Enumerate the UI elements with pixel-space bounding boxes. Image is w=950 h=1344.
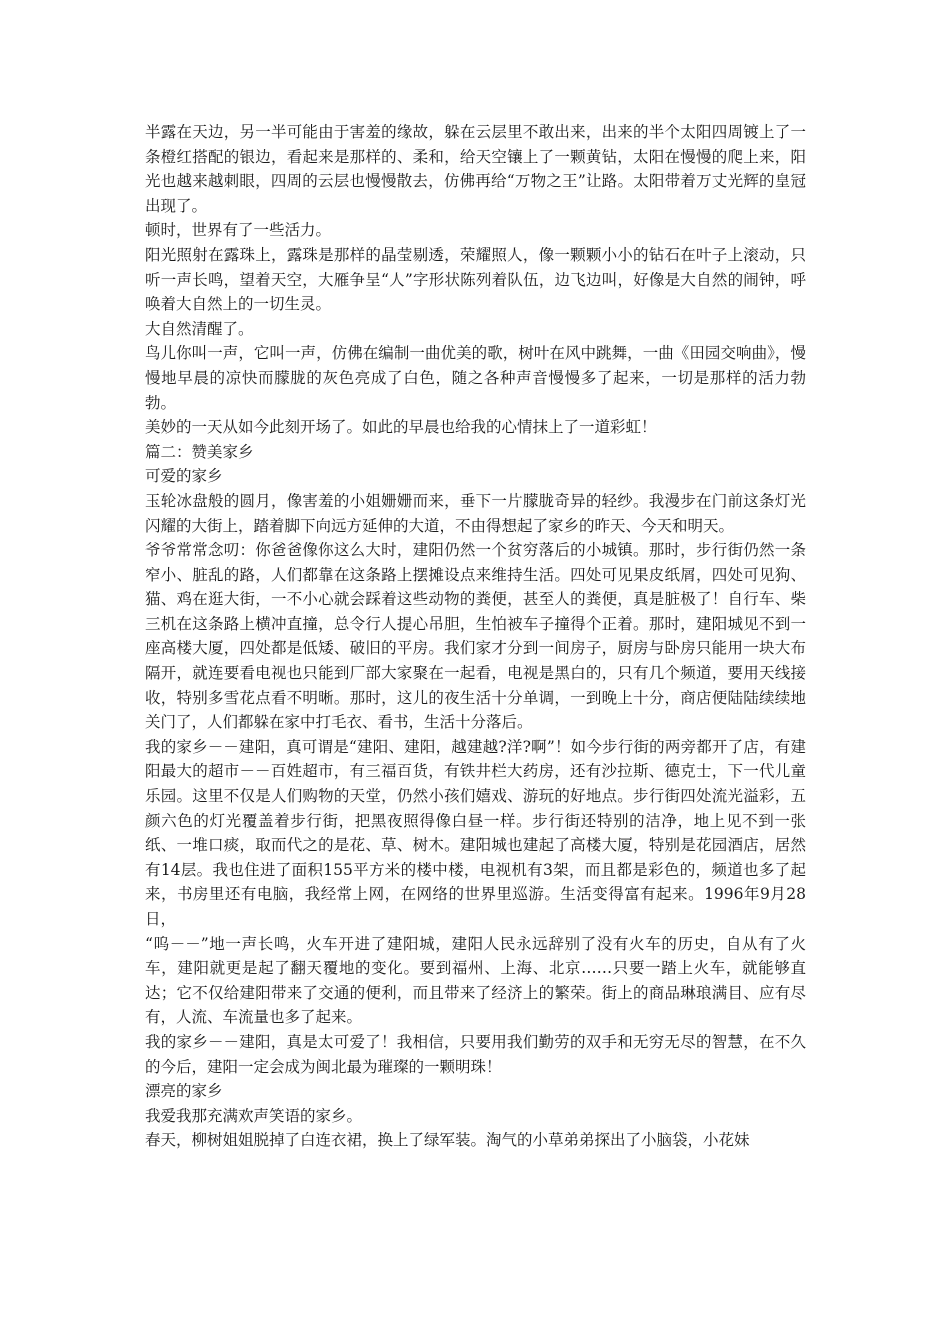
paragraph-moonlit-street: 玉轮冰盘般的圆月，像害羞的小姐姗姗而来，垂下一片朦胧奇异的轻纱。我漫步在门前这条灯光闪耀的大街上，踏着脚下向远方延伸的大道，不由得想起了家乡的昨天、今天和明天。 xyxy=(145,491,806,535)
paragraph-nature-awake: 大自然清醒了。 xyxy=(145,319,254,338)
section-heading-part-two: 篇二：赞美家乡 xyxy=(145,442,254,461)
document-body xyxy=(145,120,806,1153)
paragraph-love-hometown: 我爱我那充满欢声笑语的家乡。 xyxy=(145,1106,363,1125)
paragraph-wonderful-day: 美妙的一天从如今此刻开场了。如此的早晨也给我的心情抹上了一道彩虹！ xyxy=(145,418,657,437)
paragraph-train-arrival: “呜－－”地一声长鸣，火车开进了建阳城，建阳人民永远辞别了没有火车的历史，自从有了火车，建阳就更是起了翻天覆地的变化。要到福州、上海、北京……只要一踏上火车，就能够直达；它不仅给建阳带来了交通的便利，而且带来了经济上的繁荣。街上的商品琳琅满目、应有尽有，人流、车流量也多了起来。 xyxy=(145,934,806,1027)
paragraph-bright-future: 我的家乡－－建阳，真是太可爱了！我相信，只要用我们勤劳的双手和无穷无尽的智慧，在不久的今后，建阳一定会成为闽北最为璀璨的一颗明珠！ xyxy=(145,1032,806,1076)
paragraph-birdsong: 鸟儿你叫一声，它叫一声，仿佛在编制一曲优美的歌，树叶在风中跳舞，一曲《田园交响曲》，慢慢地早晨的凉快而朦胧的灰色亮成了白色，随之各种声音慢慢多了起来，一切是那样的活力勃勃。 xyxy=(145,344,806,412)
subheading-lovely-hometown: 可爱的家乡 xyxy=(145,467,223,486)
paragraph-world-vitality: 顿时，世界有了一些活力。 xyxy=(145,221,332,240)
paragraph-jianyang-now: 我的家乡－－建阳，真可谓是“建阳、建阳，越建越?洋?啊”！如今步行街的两旁都开了店，有建阳最大的超市－－百姓超市，有三福百货，有铁井栏大药房，还有沙拉斯、德克士，下一代儿童乐园。这里不仅是人们购物的天堂，仍然小孩们嬉戏、游玩的好地点。步行街四处流光溢彩，五颜六色的灯光覆盖着步行街，把黑夜照得像白昼一样。步行街还特别的洁净，地上见不到一张纸、一堆口痰，取而代之的是花、草、树木。建阳城也建起了高楼大厦，特别是花园酒店，居然有14层。我也住进了面积155平方米的楼中楼，电视机有3架，而且都是彩色的，频道也多了起来，书房里还有电脑，我经常上网，在网络的世界里巡游。生活变得富有起来。1996年9月28日， xyxy=(145,737,806,928)
paragraph-sunrise-continued: 半露在天边，另一半可能由于害羞的缘故，躲在云层里不敢出来，出来的半个太阳四周镀上了一条橙红搭配的银边，看起来是那样的、柔和，给天空镶上了一颗黄钻，太阳在慢慢的爬上来，阳光也越来越刺眼，四周的云层也慢慢散去，仿佛再给“万物之王”让路。太阳带着万丈光辉的皇冠出现了。 xyxy=(145,123,806,215)
subheading-beautiful-hometown: 漂亮的家乡 xyxy=(145,1082,223,1101)
paragraph-spring: 春天，柳树姐姐脱掉了白连衣裙，换上了绿军装。淘气的小草弟弟探出了小脑袋，小花妹 xyxy=(145,1131,750,1150)
paragraph-dewdrops: 阳光照射在露珠上，露珠是那样的晶莹剔透，荣耀照人，像一颗颗小小的钻石在叶子上滚动，只听一声长鸣，望着天空，大雁争呈“人”字形状陈列着队伍，边飞边叫，好像是大自然的闹钟，呼唤着大自然上的一切生灵。 xyxy=(145,245,806,314)
paragraph-grandpa-memories: 爷爷常常念叨：你爸爸像你这么大时，建阳仍然一个贫穷落后的小城镇。那时，步行街仍然一条窄小、脏乱的路，人们都靠在这条路上摆摊设点来维持生活。四处可见果皮纸屑，四处可见狗、猫、鸡在逛大街，一不小心就会踩着这些动物的粪便，甚至人的粪便，真是脏极了！自行车、柴三机在这条路上横冲直撞，总令行人提心吊胆，生怕被车子撞得个正着。那时，建阳城见不到一座高楼大厦，四处都是低矮、破旧的平房。我们家才分到一间房子，厨房与卧房只能用一块大布隔开，就连要看电视也只能到厂部大家聚在一起看，电视是黑白的，只有几个频道，要用天线接收，特别多雪花点看不明晰。那时，这儿的夜生活十分单调，一到晚上十分，商店便陆陆续续地关门了，人们都躲在家中打毛衣、看书，生活十分落后。 xyxy=(145,541,806,732)
